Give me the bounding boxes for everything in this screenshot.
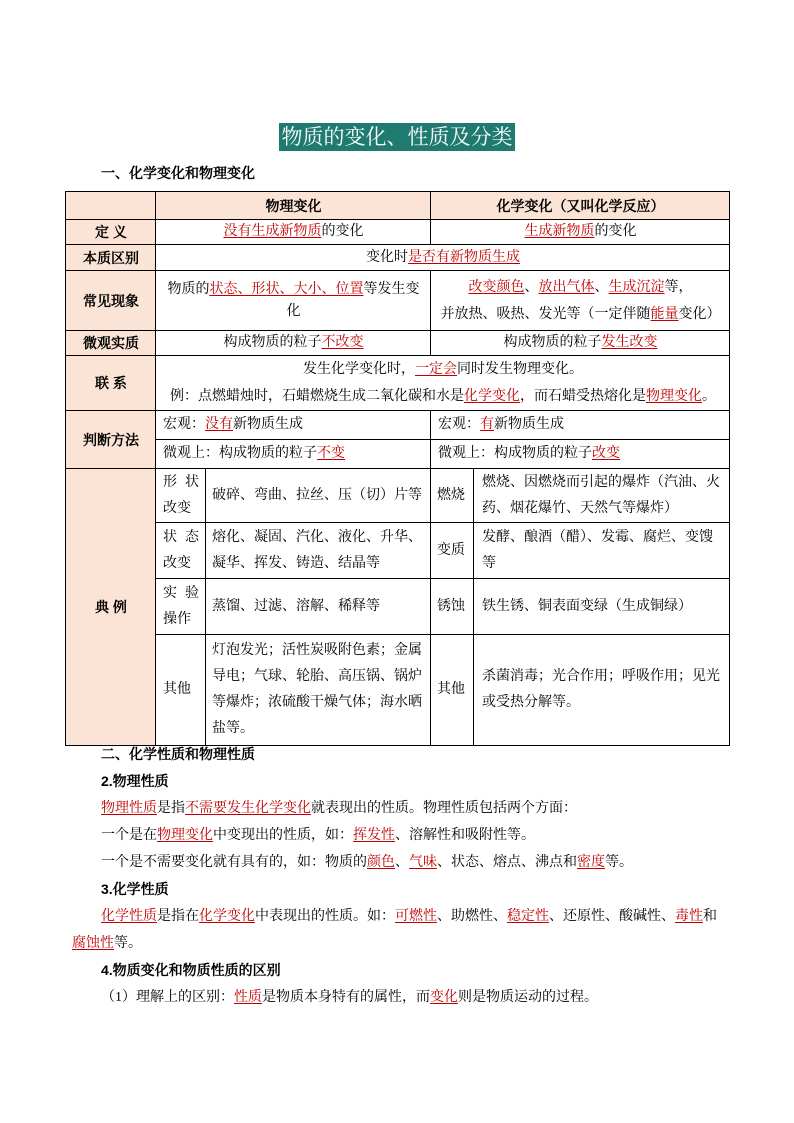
example-chemical-type: 燃烧 xyxy=(431,469,474,523)
key-term: 稳定性 xyxy=(507,909,549,924)
text-segment: 新物质生成 xyxy=(233,417,303,432)
text-segment: 并放热、吸热、发光等（一定伴随 xyxy=(440,306,651,322)
text-segment: 构成物质的粒子 xyxy=(223,335,322,350)
example-physical-content: 蒸馏、过滤、溶解、稀释等 xyxy=(206,579,431,635)
header-row xyxy=(66,192,730,220)
text-segment: 的变化 xyxy=(321,224,364,239)
header-chemical-change: 化学变化（又叫化学反应） xyxy=(431,192,730,220)
text-segment: 的变化 xyxy=(594,224,637,239)
text-segment: 、状态、熔点、沸点和 xyxy=(437,855,577,870)
text-segment: 、 xyxy=(594,279,609,295)
phenomena-chemical-line-2 xyxy=(438,301,723,328)
text-segment: 就表现出的性质。物理性质包括两个方面： xyxy=(311,801,577,816)
label-definition: 定 义 xyxy=(66,220,156,245)
text-segment: 等发生变化 xyxy=(286,281,420,319)
example-physical-content: 灯泡发光；活性炭吸附色素；金属导电；气球、轮胎、高压锅、锅炉等爆炸；浓硫酸干燥气体；海水晒盐等。 xyxy=(206,635,431,746)
chemical-properties-paragraph xyxy=(72,903,722,957)
key-term: 变化 xyxy=(430,990,458,1005)
key-term: 不需要发生化学变化 xyxy=(185,801,311,816)
text-segment: 变化） xyxy=(678,306,721,322)
physical-properties-paragraph xyxy=(72,822,722,849)
text-segment: 一个是在 xyxy=(101,828,157,843)
key-term: 化学变化 xyxy=(464,389,520,404)
key-term: 可燃性 xyxy=(395,909,437,924)
text-segment: 新物质生成 xyxy=(494,417,564,432)
key-term: 改变 xyxy=(592,446,620,461)
text-segment: （1）理解上的区别： xyxy=(101,990,234,1005)
text-segment: ，而石蜡受热熔化是 xyxy=(520,389,646,404)
text-segment: 中变现出的性质，如： xyxy=(213,828,353,843)
phenomena-chemical xyxy=(431,271,730,331)
judgment-chemical-macro xyxy=(431,411,730,440)
common-phenomena-row xyxy=(66,271,730,331)
example-physical-content: 破碎、弯曲、拉丝、压（切）片等 xyxy=(206,469,431,523)
text-segment: 、溶解性和吸附性等。 xyxy=(395,828,535,843)
example-chemical-content: 发酵、酿酒（醋）、发霉、腐烂、变馊等 xyxy=(474,523,730,579)
text-segment: 。 xyxy=(702,389,716,404)
section1-heading: 一、化学变化和物理变化 xyxy=(101,165,255,181)
key-term: 状态、形状、大小、位置 xyxy=(209,281,364,297)
distinction-paragraph xyxy=(72,984,722,1011)
key-term: 一定会 xyxy=(415,362,457,377)
text-segment: 等， xyxy=(664,279,693,295)
key-term: 毒性 xyxy=(675,909,703,924)
key-term: 物理性质 xyxy=(101,801,157,816)
section2-heading: 二、化学性质和物理性质 xyxy=(101,746,255,762)
example-row xyxy=(66,635,730,746)
label-micro-essence: 微观实质 xyxy=(66,331,156,356)
text-segment: 是物质本身特有的属性，而 xyxy=(262,990,430,1005)
text-segment: 一个是不需要变化就有具有的，如：物质的 xyxy=(101,855,367,870)
key-term: 挥发性 xyxy=(353,828,395,843)
example-chemical-content: 杀菌消毒；光合作用；呼吸作用；见光或受热分解等。 xyxy=(474,635,730,746)
text-segment: 微观上：构成物质的粒子 xyxy=(163,446,317,461)
text-segment: 等。 xyxy=(114,936,142,951)
key-term: 物理变化 xyxy=(646,389,702,404)
phenomena-physical xyxy=(156,271,431,331)
text-segment: 同时发生物理变化。 xyxy=(457,362,583,377)
key-term: 改变颜色 xyxy=(468,279,525,295)
example-chemical-content: 燃烧、因燃烧而引起的爆炸（汽油、火药、烟花爆竹、天然气等爆炸） xyxy=(474,469,730,523)
text-segment: 、 xyxy=(524,279,539,295)
micro-essence-chemical xyxy=(431,331,730,356)
key-term: 生成沉淀 xyxy=(608,279,665,295)
label-judgment: 判断方法 xyxy=(66,411,156,469)
label-examples: 典 例 xyxy=(66,469,156,746)
key-term: 不变 xyxy=(317,446,345,461)
definition-chemical xyxy=(431,220,730,245)
text-segment: 则是物质运动的过程。 xyxy=(458,990,598,1005)
text-segment: 和 xyxy=(703,909,717,924)
key-term: 没有 xyxy=(205,417,233,432)
connection-line-1 xyxy=(163,356,723,383)
example-physical-content: 熔化、凝固、汽化、液化、升华、凝华、挥发、铸造、结晶等 xyxy=(206,523,431,579)
judgment-physical-macro xyxy=(156,411,431,440)
connection-line-2 xyxy=(163,383,723,410)
key-term: 性质 xyxy=(234,990,262,1005)
key-term: 是否有新物质生成 xyxy=(408,249,520,265)
header-physical-change: 物理变化 xyxy=(156,192,431,220)
judgment-physical-micro xyxy=(156,440,431,469)
micro-essence-physical xyxy=(156,331,431,356)
phenomena-chemical-line-1 xyxy=(438,274,723,301)
example-row xyxy=(66,579,730,635)
key-term: 没有生成新物质 xyxy=(223,224,322,239)
key-term: 发生改变 xyxy=(601,335,658,350)
example-physical-type: 其他 xyxy=(156,635,206,746)
key-term: 物理变化 xyxy=(157,828,213,843)
comparison-table xyxy=(65,191,730,746)
text-segment: 、还原性、酸碱性、 xyxy=(549,909,675,924)
key-term: 密度 xyxy=(577,855,605,870)
text-segment: 宏观： xyxy=(438,417,480,432)
document-title: 物质的变化、性质及分类 xyxy=(279,123,515,151)
label-common-phenomena: 常见现象 xyxy=(66,271,156,331)
example-chemical-type: 锈蚀 xyxy=(431,579,474,635)
example-physical-type: 状态改变 xyxy=(156,523,206,579)
text-segment: 微观上：构成物质的粒子 xyxy=(438,446,592,461)
key-term: 气味 xyxy=(409,855,437,870)
definition-physical xyxy=(156,220,431,245)
example-chemical-type: 其他 xyxy=(431,635,474,746)
text-segment: 发生化学变化时， xyxy=(303,362,415,377)
key-term: 颜色 xyxy=(367,855,395,870)
text-segment: 宏观： xyxy=(163,417,205,432)
key-term: 腐蚀性 xyxy=(72,936,114,951)
key-term: 有 xyxy=(480,417,494,432)
label-connection: 联 系 xyxy=(66,356,156,411)
text-segment: 变化时 xyxy=(366,249,408,265)
header-corner-cell xyxy=(66,192,156,220)
text-segment: 物质的 xyxy=(167,281,210,297)
text-segment: 、 xyxy=(395,855,409,870)
text-segment: 是指在 xyxy=(157,909,199,924)
key-term: 不改变 xyxy=(321,335,364,350)
key-term: 生成新物质 xyxy=(524,224,595,239)
connection-text xyxy=(156,356,730,411)
text-segment: 是指 xyxy=(157,801,185,816)
text-segment: 等。 xyxy=(605,855,633,870)
text-segment: 、助燃性、 xyxy=(437,909,507,924)
example-row xyxy=(66,469,730,523)
definition-row xyxy=(66,220,730,245)
label-essential-difference: 本质区别 xyxy=(66,245,156,271)
judgment-macro-row xyxy=(66,411,730,440)
judgment-micro-row xyxy=(66,440,730,469)
key-term: 放出气体 xyxy=(538,279,595,295)
text-segment: 例：点燃蜡烛时，石蜡燃烧生成二氧化碳和水是 xyxy=(170,389,464,404)
key-term: 化学性质 xyxy=(101,909,157,924)
judgment-chemical-micro xyxy=(431,440,730,469)
key-term: 化学变化 xyxy=(199,909,255,924)
text-segment: 中表现出的性质。如： xyxy=(255,909,395,924)
physical-properties-paragraph xyxy=(72,849,722,876)
connection-row xyxy=(66,356,730,411)
essential-difference-row xyxy=(66,245,730,271)
example-chemical-content: 铁生锈、铜表面变绿（生成铜绿） xyxy=(474,579,730,635)
micro-essence-row xyxy=(66,331,730,356)
physical-properties-paragraph xyxy=(72,795,722,822)
chemical-properties-heading: 3.化学性质 xyxy=(101,881,169,897)
example-row xyxy=(66,523,730,579)
example-physical-type: 形状改变 xyxy=(156,469,206,523)
example-chemical-type: 变质 xyxy=(431,523,474,579)
example-physical-type: 实验操作 xyxy=(156,579,206,635)
essential-difference-text xyxy=(156,245,730,271)
key-term: 能量 xyxy=(650,306,679,322)
section-properties xyxy=(72,745,722,1011)
physical-properties-heading: 2.物理性质 xyxy=(101,773,169,789)
text-segment: 构成物质的粒子 xyxy=(503,335,602,350)
distinction-heading: 4.物质变化和物质性质的区别 xyxy=(101,962,281,978)
